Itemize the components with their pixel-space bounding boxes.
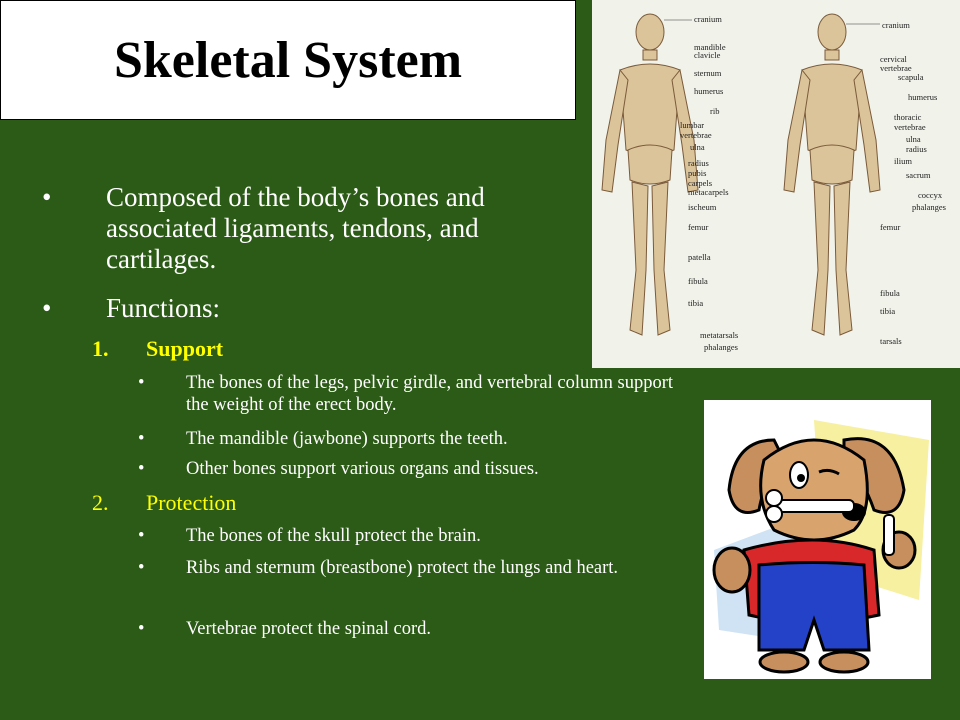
function-number: 2. <box>92 490 109 515</box>
function-support <box>92 336 224 362</box>
label-humerus-front: humerus <box>694 86 724 96</box>
support-point-text: Other bones support various organs and tissues. <box>186 459 539 479</box>
slide-title: Skeletal System <box>113 31 463 89</box>
label-tibia-front: tibia <box>688 298 704 308</box>
sub-marker: • <box>138 619 145 639</box>
label-radius-front: radius <box>688 158 709 168</box>
label-cranium-front: cranium <box>694 14 722 24</box>
label-sternum: sternum <box>694 68 722 78</box>
function-label: Protection <box>146 490 237 515</box>
label-coccyx: coccyx <box>918 190 943 200</box>
label-clavicle: clavicle <box>694 50 721 60</box>
protection-point-text: Vertebrae protect the spinal cord. <box>186 619 432 639</box>
label-ulna-back: ulna <box>906 134 921 144</box>
label-radius-back: radius <box>906 144 927 154</box>
label-cervical: cervical <box>880 54 907 64</box>
protection-point-text: The bones of the skull protect the brain. <box>186 526 481 546</box>
label-pubis: pubis <box>688 168 707 178</box>
label-vertebrae-thoracic: vertebrae <box>894 122 926 132</box>
label-tibia-back: tibia <box>880 306 896 316</box>
function-protection <box>92 490 237 516</box>
bullet-text: Composed of the body’s bones and associated ligaments, tendons, and cartilages. <box>106 182 485 274</box>
function-number: 1. <box>92 336 109 361</box>
label-rib: rib <box>710 106 720 116</box>
label-metacarpels: metacarpels <box>688 187 729 197</box>
label-phalanges-back: phalanges <box>912 202 946 212</box>
bullet-marker: • <box>42 182 52 212</box>
label-sacrum: sacrum <box>906 170 931 180</box>
label-fibula-front: fibula <box>688 276 708 286</box>
sub-marker: • <box>138 558 145 578</box>
label-thoracic: thoracic <box>894 112 922 122</box>
label-vertebrae-cervical: vertebrae <box>880 63 912 73</box>
cartoon-dog-image <box>704 400 931 679</box>
label-fibula-back: fibula <box>880 288 900 298</box>
label-ischeum: ischeum <box>688 202 717 212</box>
sub-marker: • <box>138 429 145 449</box>
label-lumbar: lumbar <box>680 120 705 130</box>
bullet-marker: • <box>42 293 52 323</box>
protection-point-text: Ribs and sternum (breastbone) protect the lungs and heart. <box>186 558 619 578</box>
label-carpels: carpels <box>688 178 713 188</box>
label-ilium: ilium <box>894 156 912 166</box>
skeleton-svg <box>592 0 960 368</box>
label-ulna-front: ulna <box>690 142 705 152</box>
label-mandible: mandible <box>694 42 726 52</box>
label-femur-front: femur <box>688 222 709 232</box>
bullet-text: Functions: <box>106 293 221 323</box>
label-cranium-back: cranium <box>882 20 910 30</box>
title-box <box>0 0 576 120</box>
label-patella: patella <box>688 252 711 262</box>
label-scapula: scapula <box>898 72 924 82</box>
label-vertebrae-front: vertebrae <box>680 130 712 140</box>
sub-marker: • <box>138 459 145 479</box>
label-humerus-back: humerus <box>908 92 938 102</box>
label-femur-back: femur <box>880 222 901 232</box>
function-label: Support <box>146 336 224 361</box>
sub-marker: • <box>138 526 145 546</box>
dog-svg <box>704 400 931 679</box>
sub-marker: • <box>138 373 145 393</box>
label-phalanges-front: phalanges <box>704 342 738 352</box>
label-tarsals: tarsals <box>880 336 902 346</box>
skeleton-diagram <box>592 0 960 368</box>
support-point-text: The bones of the legs, pelvic girdle, and vertebral column support the weight of the erect body. <box>186 373 674 415</box>
label-metatarsals: metatarsals <box>700 330 739 340</box>
support-point-text: The mandible (jawbone) supports the teeth. <box>186 429 508 449</box>
